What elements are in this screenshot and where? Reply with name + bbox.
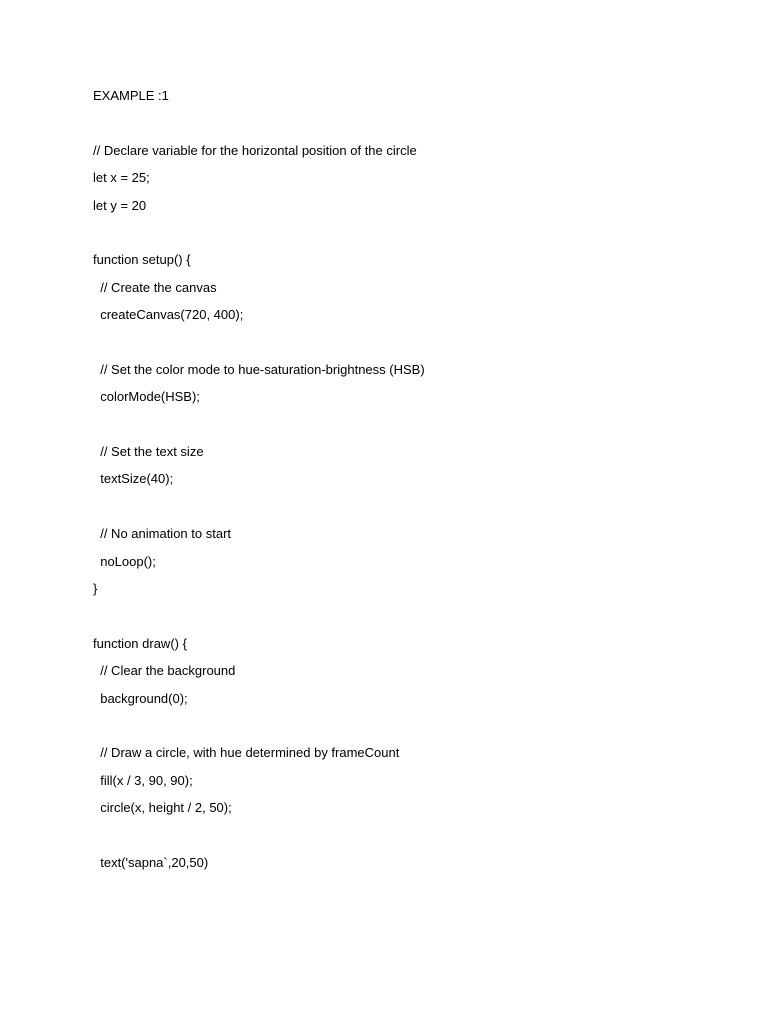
code-line: background(0); bbox=[93, 690, 188, 706]
blank-line bbox=[93, 329, 713, 356]
code-line: circle(x, height / 2, 50); bbox=[93, 800, 232, 816]
blank-line bbox=[93, 493, 713, 520]
closing-brace-line: } bbox=[93, 581, 98, 597]
code-line: colorMode(HSB); bbox=[93, 389, 200, 405]
blank-line bbox=[93, 219, 713, 246]
function-declaration-line: function draw() { bbox=[93, 635, 187, 651]
comment-line: // Draw a circle, with hue determined by frameCount bbox=[93, 745, 400, 761]
code-line: createCanvas(720, 400); bbox=[93, 307, 244, 323]
blank-line bbox=[93, 822, 713, 849]
comment-line: // Declare variable for the horizontal position of the circle bbox=[93, 142, 417, 158]
comment-line: // Set the text size bbox=[93, 444, 204, 460]
blank-line bbox=[93, 109, 713, 136]
comment-line: // No animation to start bbox=[93, 526, 232, 542]
comment-line: // Create the canvas bbox=[93, 279, 217, 295]
document-body bbox=[93, 82, 713, 876]
heading-line: EXAMPLE :1 bbox=[93, 88, 169, 103]
comment-line: // Clear the background bbox=[93, 663, 236, 679]
code-line: let y = 20 bbox=[93, 197, 147, 213]
blank-line bbox=[93, 712, 713, 739]
function-declaration-line: function setup() { bbox=[93, 252, 191, 268]
code-line: textSize(40); bbox=[93, 471, 174, 487]
code-line: text('sapna`,20,50) bbox=[93, 854, 209, 870]
blank-line bbox=[93, 411, 713, 438]
code-line: noLoop(); bbox=[93, 553, 156, 569]
code-line: fill(x / 3, 90, 90); bbox=[93, 772, 193, 788]
comment-line: // Set the color mode to hue-saturation-brightness (HSB) bbox=[93, 361, 425, 377]
blank-line bbox=[93, 602, 713, 629]
code-line: let x = 25; bbox=[93, 170, 150, 186]
